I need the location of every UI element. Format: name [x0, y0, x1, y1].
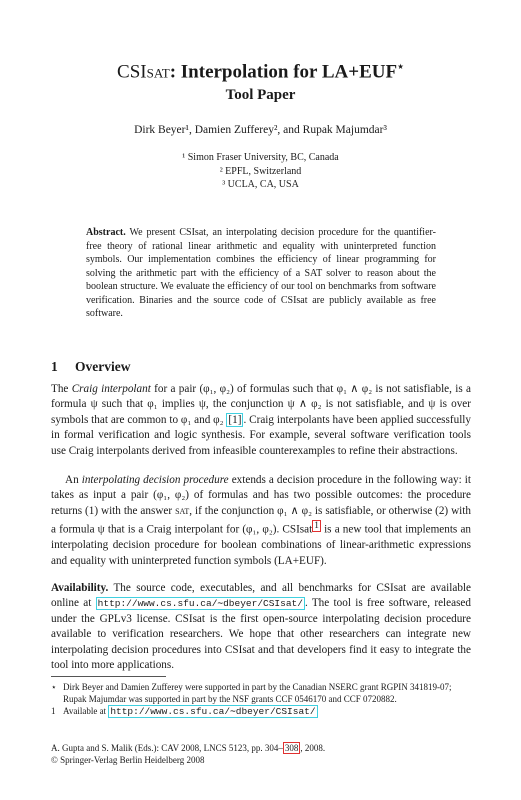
footnotes — [51, 681, 471, 718]
footnote-1 — [51, 705, 471, 718]
pubinfo-line-1 — [51, 742, 471, 754]
copyright-line: © Springer-Verlag Berlin Heidelberg 2008 — [51, 755, 205, 765]
affiliations — [40, 151, 481, 192]
page-range-link[interactable]: 308 — [284, 743, 299, 753]
text-run: . Craig interpolants have been applied successfully in formal verification and logic synthesis. For example, several software verification tools use Craig interpolants derived from infeasible counterexamples to refine their abstractions. — [51, 413, 472, 457]
tool-name: CSIsat — [117, 61, 170, 83]
footnote-1-text: Available at — [63, 706, 109, 716]
abstract-label: Abstract. — [86, 227, 126, 238]
term-interpolating-decision-procedure: interpolating decision procedure — [81, 474, 229, 486]
text-run: is a new tool that implements an interpolating decision procedure for boolean combinations of linear-arithmetic expressions and equality with uninterpreted function symbols (LA+EUF). — [51, 523, 472, 567]
url-link[interactable]: http://www.cs.sfu.ca/∼dbeyer/CSIsat/ — [97, 598, 303, 610]
text-run: The source code, executables, and all benchmarks for CSIsat are available online at — [51, 582, 471, 610]
footnote-star-text: Dirk Beyer and Damien Zufferey were supported in part by the Canadian NSERC grant RGPIN 341819-07; Rupak Majumdar was supported in part by the NSF grants CCF 0546170 and CCF 0720882. — [63, 682, 452, 704]
footnote-1-mark: 1 — [51, 706, 56, 716]
paper-subtitle: Tool Paper — [225, 87, 296, 103]
paragraph-overview-1 — [51, 382, 471, 459]
text-run: The — [51, 383, 72, 395]
section-number: 1 — [51, 359, 58, 374]
title-rest: : Interpolation for LA+EUF — [169, 61, 398, 83]
text-run: , if the conjunction φ₁ ∧ φ₂ is satisfiable, or otherwise (2) with a formula ψ that is a Craig interpolant for (φ₁, φ₂). CSIsat — [51, 504, 471, 536]
text-run: An — [65, 474, 82, 486]
paragraph-availability — [51, 581, 471, 673]
term-craig-interpolant: Craig interpolant — [71, 383, 151, 395]
affiliation-3: ³ UCLA, CA, USA — [222, 179, 299, 190]
title-footnote-mark: ⋆ — [397, 61, 404, 73]
text-run: A. Gupta and S. Malik (Eds.): CAV 2008, LNCS 5123, pp. 304– — [51, 743, 283, 753]
footnote-star-mark: ⋆ — [51, 682, 57, 692]
text-run: extends a decision procedure in the following way: it takes as input a pair (φ₁, φ₂) of formulas and has two possible outcomes: the procedure returns (1) with the answer — [51, 474, 471, 517]
section-title: Overview — [75, 359, 131, 374]
availability-label: Availability. — [51, 582, 109, 594]
section-heading — [51, 359, 130, 375]
sat-keyword: sat — [175, 504, 190, 517]
footnote-star — [51, 681, 471, 705]
text-run: for a pair (φ₁, φ₂) of formulas such that φ₁ ∧ φ₂ is not satisfiable, is a formula ψ such that φ₁ implies ψ, the conjunction ψ ∧ φ₂ is not satisfiable, and ψ is over symbols that are common to φ₁ and φ₂ — [51, 383, 471, 426]
author-list: Dirk Beyer¹, Damien Zufferey², and Rupak Majumdar³ — [134, 124, 387, 136]
footnote-link-1[interactable]: 1 — [314, 521, 319, 532]
text-run: , 2008. — [300, 743, 326, 753]
footnote-url-link[interactable]: http://www.cs.sfu.ca/∼dbeyer/CSIsat/ — [110, 706, 316, 717]
paper-title — [40, 60, 481, 83]
affiliation-2: ² EPFL, Switzerland — [219, 165, 302, 177]
publication-info — [51, 742, 471, 766]
footnote-rule — [51, 676, 166, 677]
abstract-text: We present CSIsat, an interpolating decision procedure for the quantifier-free theory of rational linear arithmetic and equality with uninterpreted function symbols. Our implementation combines the efficiency of linear programming for solving the arithmetic part with the efficiency of a SAT solver to reason about the boolean structure. We evaluate the efficiency of our tool on benchmarks from software verification. Binaries and the source code of CSIsat are publicly available as free software. — [86, 227, 436, 319]
paragraph-overview-2 — [51, 473, 471, 569]
citation-link[interactable]: [1] — [228, 413, 242, 426]
abstract — [86, 226, 436, 321]
affiliation-1: ¹ Simon Fraser University, BC, Canada — [182, 152, 339, 163]
text-run: . The tool is free software, released under the GPLv3 license. CSIsat is the first open-source interpolating decision procedure available to verification researchers. We hope that other researchers can integrate new interpolating decision procedures into CSIsat and that developers find it easy to integrate the tool into more applications. — [51, 597, 471, 672]
